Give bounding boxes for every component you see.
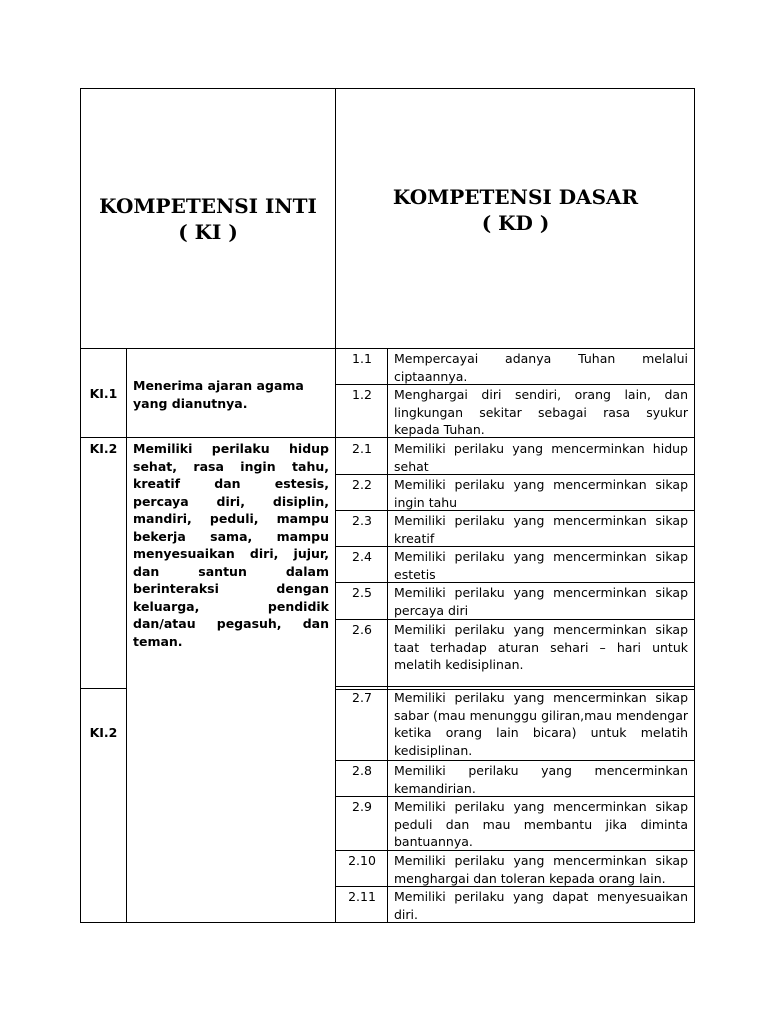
kd-number: 2.2 — [352, 477, 372, 492]
kd-number: 2.11 — [348, 889, 376, 904]
ki-row-divider — [80, 437, 336, 438]
ki-code: KI.2 — [89, 725, 118, 740]
kd-row-divider — [336, 686, 695, 687]
kd-text: Memiliki perilaku yang mencerminkan sikap estetis — [394, 549, 688, 582]
kd-text: Memiliki perilaku yang mencerminkan sikap menghargai dan toleran kepada orang lain. — [394, 853, 688, 886]
ki-header — [80, 193, 336, 245]
ki-text: Memiliki perilaku hidup sehat, rasa ingin tahu, kreatif dan estesis, percaya diri, disiplin, mandiri, peduli, mampu bekerja sama, mampu menyesuaikan diri, jujur, dan santun dalam berinteraksi dengan keluarga, pendidik dan/atau pegasuh, dan teman. — [133, 441, 329, 649]
kd-number: 2.7 — [352, 690, 372, 705]
kd-number: 2.10 — [348, 853, 376, 868]
kd-text: Memiliki perilaku yang mencerminkan hidup sehat — [394, 441, 688, 474]
ki-code: KI.2 — [89, 441, 118, 456]
kd-text: Memiliki perilaku yang mencerminkan sikap kreatif — [394, 513, 688, 546]
ki-code-divider — [126, 348, 127, 923]
kd-number: 2.9 — [352, 799, 372, 814]
kd-text: Memiliki perilaku yang mencerminkan sikap peduli dan mau membantu jika diminta bantuannya. — [394, 799, 688, 849]
kd-number: 2.1 — [352, 441, 372, 456]
ki-text: Menerima ajaran agama yang dianutnya. — [133, 378, 304, 411]
kd-header — [336, 184, 695, 236]
kd-text: Menghargai diri sendiri, orang lain, dan lingkungan sekitar sebagai rasa syukur kepada Tuhan. — [394, 387, 688, 437]
kd-row-divider — [336, 760, 695, 761]
kd-text: Memiliki perilaku yang mencerminkan sikap sabar (mau menunggu giliran,mau mendengar ketika orang lain bicara) untuk melatih kedisiplinan. — [394, 690, 688, 758]
kd-number: 2.3 — [352, 513, 372, 528]
kd-number: 1.1 — [352, 351, 372, 366]
kd-number: 2.4 — [352, 549, 372, 564]
kd-number: 2.6 — [352, 622, 372, 637]
ki-header-abbr: ( KI ) — [178, 220, 238, 244]
ki-code: KI.1 — [89, 386, 118, 401]
kd-number: 2.5 — [352, 585, 372, 600]
kd-text: Mempercayai adanya Tuhan melalui ciptaannya. — [394, 351, 688, 384]
kd-text: Memiliki perilaku yang dapat menyesuaikan diri. — [394, 889, 688, 922]
kd-text: Memiliki perilaku yang mencerminkan sikap percaya diri — [394, 585, 688, 618]
kd-number: 2.8 — [352, 763, 372, 778]
kd-header-abbr: ( KD ) — [481, 211, 550, 235]
kd-text: Memiliki perilaku yang mencerminkan sikap ingin tahu — [394, 477, 688, 510]
kd-text: Memiliki perilaku yang mencerminkan sikap taat terhadap aturan sehari – hari untuk melatih kedisiplinan. — [394, 622, 688, 672]
kd-header-title: KOMPETENSI DASAR — [392, 185, 639, 209]
kd-row-divider — [336, 619, 695, 620]
table-border-top — [80, 88, 695, 89]
ki-header-title: KOMPETENSI INTI — [99, 194, 317, 218]
kd-text: Memiliki perilaku yang mencerminkan kemandirian. — [394, 763, 688, 796]
ki-row-divider — [80, 688, 127, 689]
kd-number: 1.2 — [352, 387, 372, 402]
